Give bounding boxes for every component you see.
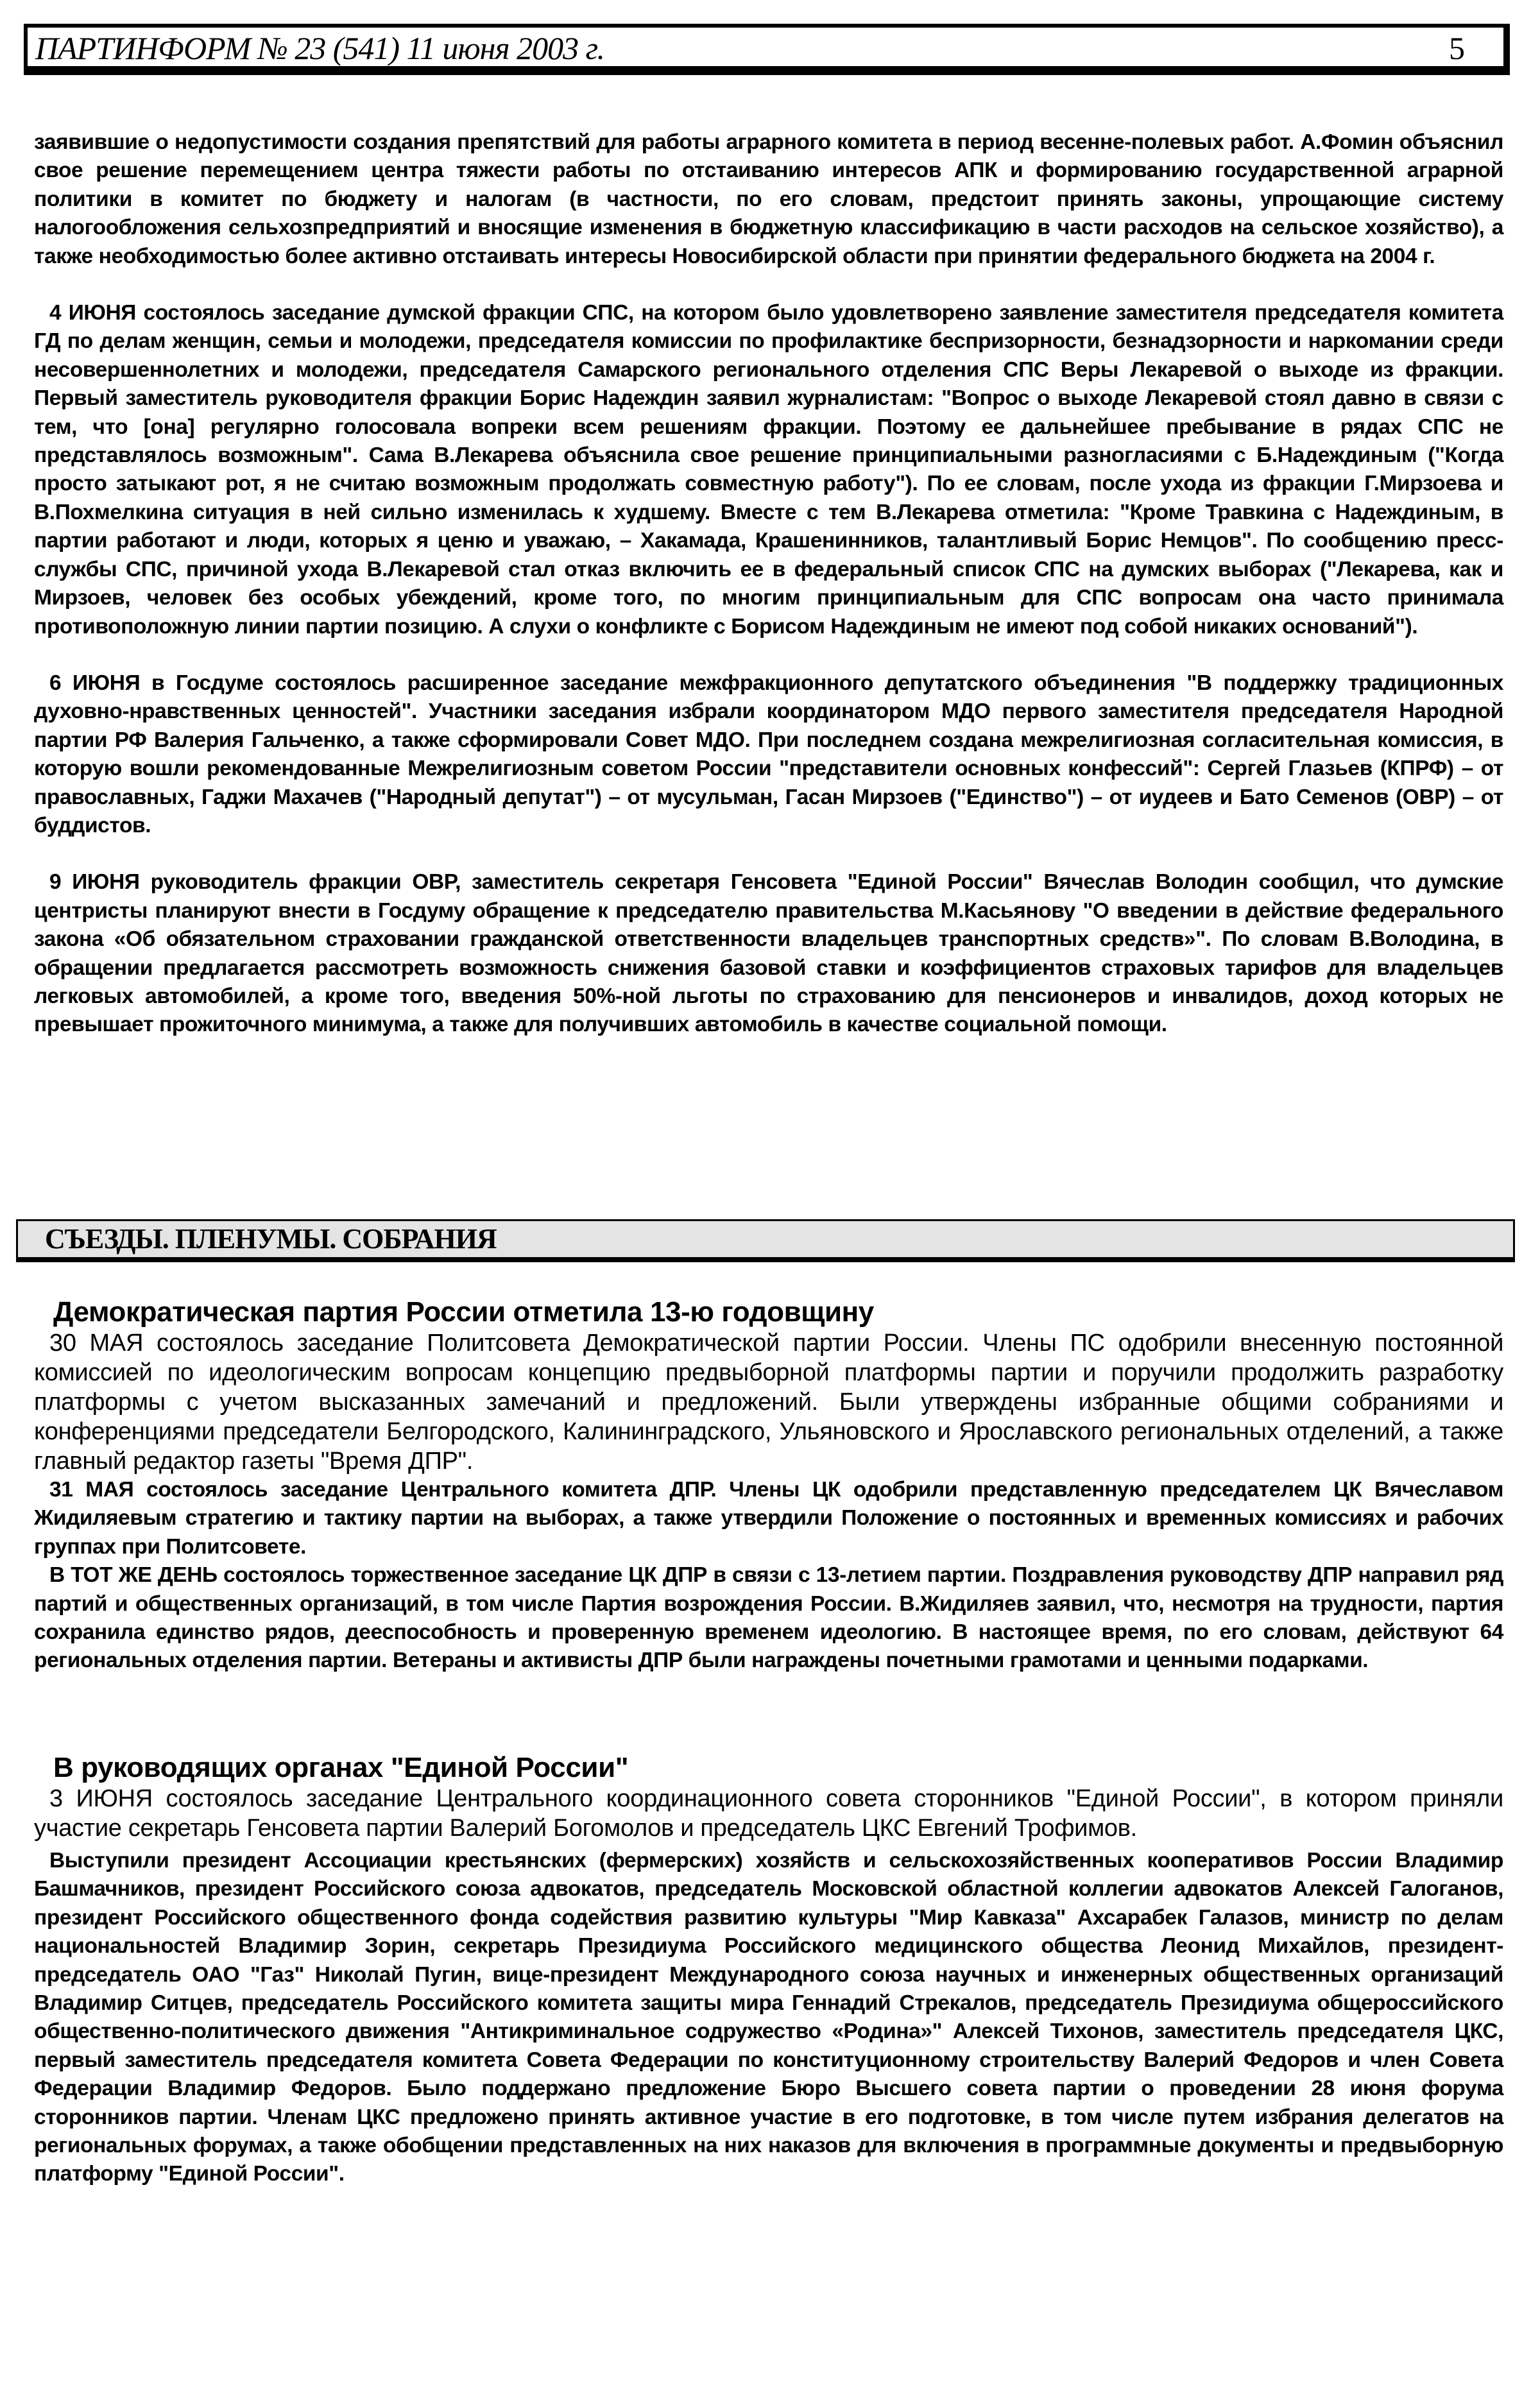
- news-date: 4 ИЮНЯ: [49, 301, 136, 325]
- article-dpr: [34, 1296, 1503, 1675]
- news-paragraph: заявившие о недопустимости создания препятствий для работы аграрного комитета в период весенне-полевых работ. А.Фомин объяснил свое решение перемещением центра тяжести работы по отстаиванию интересов АПК и формированию государственной аграрной политики в комитет по бюджету и налогам (в частности, по его словам, предстоит принять законы, упрощающие систему налогообложения сельхозпредприятий и вносящие изменения в бюджетную классификацию в части расходов на сельское хозяйство), а также необходимостью более активно отстаивать интересы Новосибирской области при принятии федерального бюджета на 2004 г.: [34, 130, 1503, 268]
- page-number: 5: [1449, 30, 1465, 66]
- news-date: 9 ИЮНЯ: [49, 870, 140, 895]
- news-date: 6 ИЮНЯ: [49, 671, 141, 695]
- news-paragraph: 6 ИЮНЯ в Госдуме состоялось расширенное заседание межфракционного депутатского объединения "В поддержку традиционных духовно-нравственных ценностей". Участники заседания избрали координатором МДО первого заместителя председателя Народной партии РФ Валерия Гальченко, а также сформировали Совет МДО. При последнем создана межрелигиозная согласительная комиссия, в которую вошли рекомендованные Межрелигиозным советом России "представители основных конфессий": Сергей Глазьев (КПРФ) – от православных, Гаджи Махачев ("Народный депутат") – от мусульман, Гасан Мирзоев ("Единство") – от иудеев и Бато Семенов (ОВР) – от буддистов.: [34, 671, 1504, 837]
- article-title: Демократическая партия России отметила 13-ю годовщину: [53, 1296, 874, 1328]
- news-paragraph: 9 ИЮНЯ руководитель фракции ОВР, заместитель секретаря Генсовета "Единой России" Вячеслав Володин сообщил, что думские центристы планируют внести в Госдуму обращение к председателю правительства М.Касьянову "О введении в действие федерального закона «Об обязательном страховании гражданской ответственности владельцев транспортных средств»". По словам В.Володина, в обращении предлагается рассмотреть возможность снижения базовой ставки и коэффициентов страховых тарифов для владельцев легковых автомобилей, а кроме того, введения 50%-ной льготы по страхованию для пенсионеров и инвалидов, доход которых не превышает прожиточного минимума, а также для получивших автомобиль в качестве социальной помощи.: [34, 870, 1503, 1037]
- article-paragraph: 31 МАЯ состоялось заседание Центрального комитета ДПР. Члены ЦК одобрили представленную председателем ЦК Вячеславом Жидиляевым стратегию и тактику партии на выборах, а также утвердили Положение о постоянных и временных комиссиях и рабочих группах при Политсовете.: [34, 1478, 1503, 1559]
- article-united-russia: [34, 1752, 1503, 2189]
- publication-title: ПАРТИНФОРМ № 23 (541) 11 июня 2003 г.: [35, 30, 604, 66]
- article-lead: 30 МАЯ состоялось заседание Политсовета Демократической партии России. Члены ПС одобрили внесенную постоянной комиссией по идеологическим вопросам концепцию предвыборной платформы партии и поручили продолжить разработку платформы с учетом высказанных замечаний и предложений. Были утверждены избранные общими собраниями и конференциями председатели Белгородского, Калининградского, Ульяновского и Ярославского региональных отделений, а также главный редактор газеты "Время ДПР".: [34, 1330, 1503, 1475]
- section-header: [16, 1219, 1515, 1262]
- top-news-section: [34, 128, 1503, 1040]
- article-paragraph: В ТОТ ЖЕ ДЕНЬ состоялось торжественное заседание ЦК ДПР в связи с 13-летием партии. Поздравления руководству ДПР направил ряд партий и общественных организаций, в том числе Партия возрождения России. В.Жидиляев заявил, что, несмотря на трудности, партия сохранила единство рядов, дееспособность и проверенную временем идеологию. В настоящее время, по его словам, действуют 64 региональных отделения партии. Ветераны и активисты ДПР были награждены почетными грамотами и ценными подарками.: [34, 1563, 1503, 1673]
- section-title: СЪЕЗДЫ. ПЛЕНУМЫ. СОБРАНИЯ: [45, 1223, 497, 1255]
- article-lead: 3 ИЮНЯ состоялось заседание Центрального координационного совета сторонников "Единой России", в котором приняли участие секретарь Генсовета партии Валерий Богомолов и председатель ЦКС Евгений Трофимов.: [34, 1785, 1503, 1842]
- article-paragraph: Выступили президент Ассоциации крестьянских (фермерских) хозяйств и сельскохозяйственных кооперативов России Владимир Башмачников, президент Российского союза адвокатов, председатель Московской областной коллегии адвокатов Алексей Галоганов, президент Российского общественного фонда содействия развитию культуры "Мир Кавказа" Ахсарабек Галазов, министр по делам национальностей Владимир Зорин, секретарь Президиума Российского медицинского общества Леонид Михайлов, президент-председатель ОАО "Газ" Николай Пугин, вице-президент Международного союза научных и инженерных общественных организаций Владимир Ситцев, председатель Российского комитета защиты мира Геннадий Стрекалов, председатель Президиума общероссийского общественно-политического движения "Антикриминальное содружество «Родина»" Алексей Тихонов, заместитель председателя ЦКС, первый заместитель председателя комитета Совета Федерации по конституционному строительству Валерий Федоров и член Совета Федерации Владимир Федоров. Было поддержано предложение Бюро Высшего совета партии о проведении 28 июня форума сторонников партии. Членам ЦКС предложено принять активное участие в его подготовке, в том числе путем избрания делегатов на региональных форумах, а также обобщении представленных на них наказов для включения в программные документы и предвыборную платформу "Единой России".: [34, 1849, 1503, 2186]
- article-title: В руководящих органах "Единой России": [53, 1752, 629, 1783]
- masthead: [24, 24, 1510, 75]
- news-paragraph: 4 ИЮНЯ состоялось заседание думской фракции СПС, на котором было удовлетворено заявление заместителя председателя комитета ГД по делам женщин, семьи и молодежи, председателя комиссии по профилактике беспризорности, безнадзорности и наркомании среди несовершеннолетних и молодежи, председателя Самарского регионального отделения СПС Веры Лекаревой о выходе из фракции. Первый заместитель руководителя фракции Борис Надеждин заявил журналистам: "Вопрос о выходе Лекаревой стоял давно в связи с тем, что [она] регулярно голосовала вопреки всем решениям фракции. Поэтому ее дальнейшее пребывание в рядах СПС не представлялось возможным". Сама В.Лекарева объяснила свое решение принципиальными разногласиями с Б.Надеждиным ("Когда просто затыкают рот, я не считаю возможным продолжать совместную работу"). По ее словам, после ухода из фракции Г.Мирзоева и В.Похмелкина ситуация в ней сильно изменилась к худшему. Вместе с тем В.Лекарева отметила: "Кроме Травкина с Надеждиным, в партии работают и люди, которых я ценю и уважаю, – Хакамада, Крашенинников, талантливый Борис Немцов". По сообщению пресс-службы СПС, причиной ухода В.Лекаревой стал отказ включить ее в федеральный список СПС на думских выборах ("Лекарева, как и Мирзоев, человек без особых убеждений, кроме того, по многим принципиальным для СПС вопросам она часто принимала противоположную линии партии позицию. А слухи о конфликте с Борисом Надеждиным не имеют под собой никаких оснований").: [34, 301, 1503, 638]
